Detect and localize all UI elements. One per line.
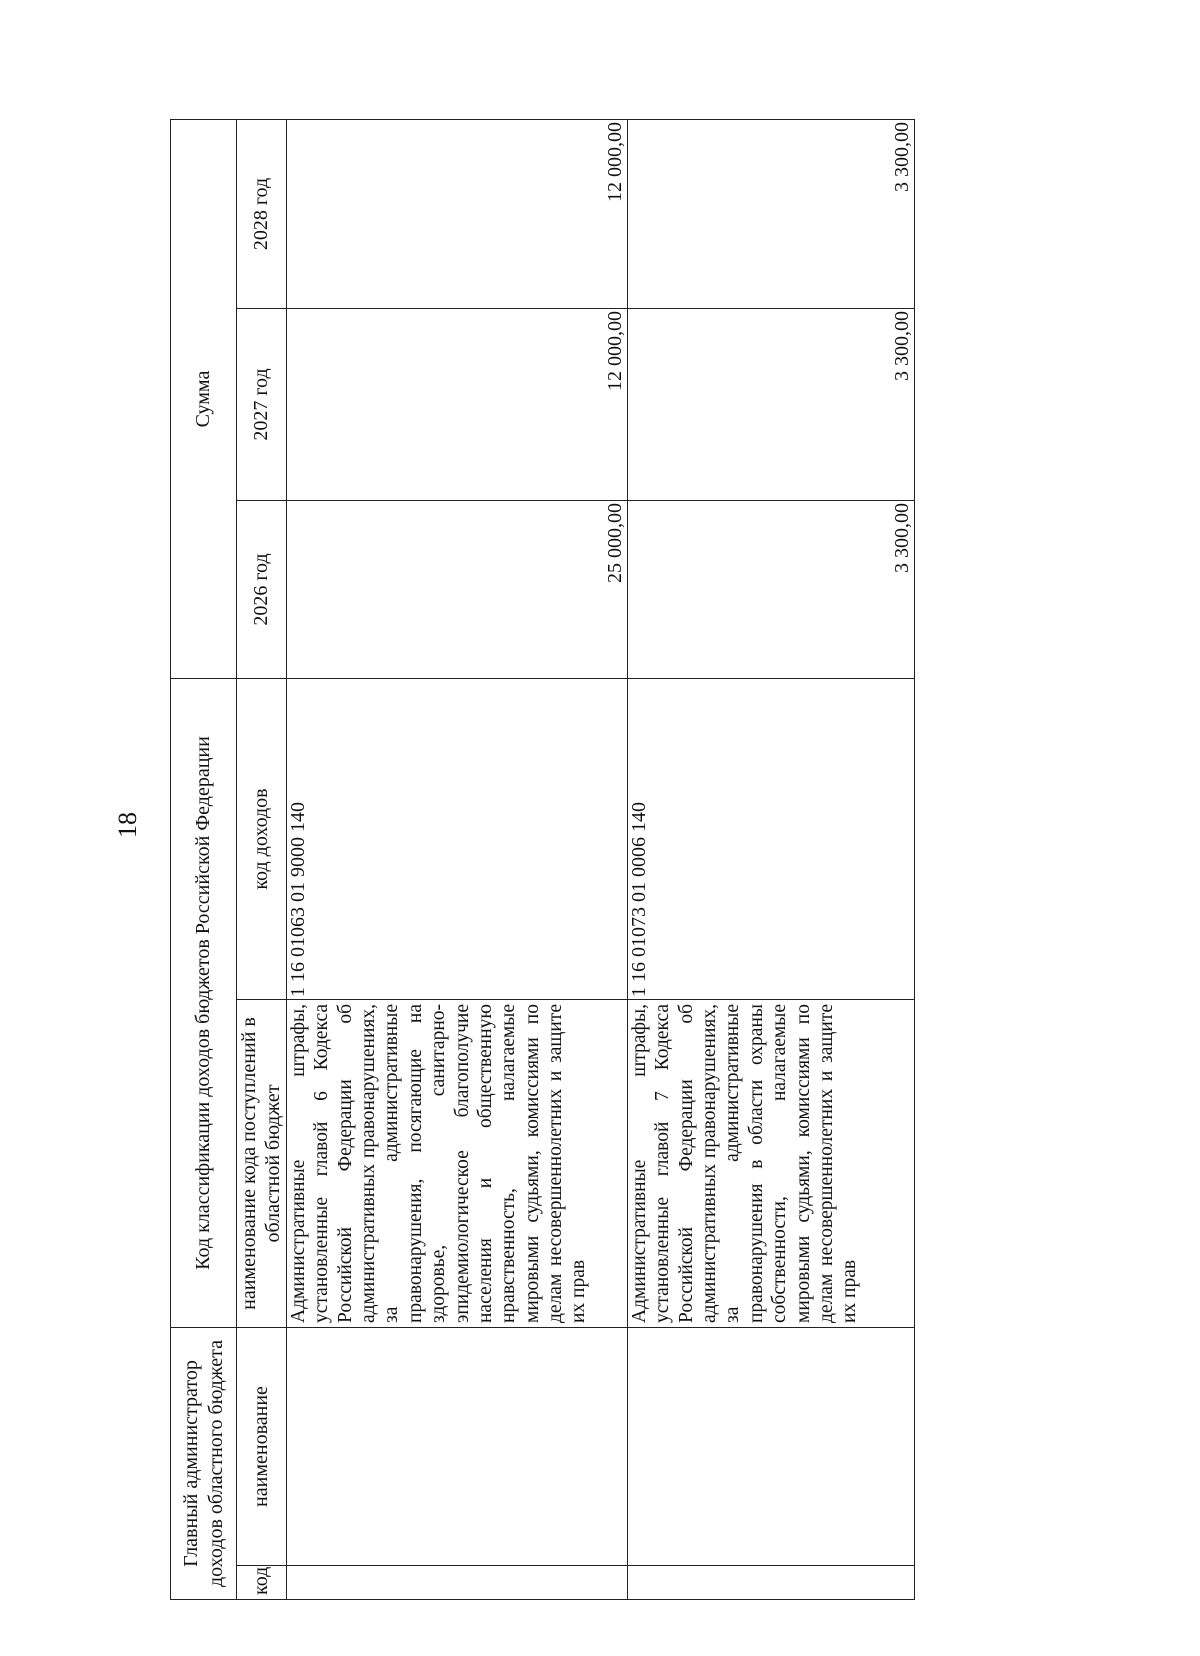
row-admin-name xyxy=(286,1328,627,1566)
page-number: 18 xyxy=(113,812,142,838)
table-row xyxy=(286,119,627,1599)
row-sum-2026: 25 000,00 xyxy=(286,501,627,679)
table-row xyxy=(627,119,914,1599)
row-sum-2027: 3 300,00 xyxy=(627,309,914,501)
row-sum-2026: 3 300,00 xyxy=(627,501,914,679)
header-admin-code: код xyxy=(237,1566,287,1600)
header-classif-code: код доходов xyxy=(237,679,287,1000)
row-admin-code xyxy=(627,1566,914,1600)
header-year-2027: 2027 год xyxy=(237,309,287,501)
header-main-administrator: Главный администратор доходов областного бюджета xyxy=(171,1328,237,1600)
rotated-table-container xyxy=(170,120,980,1600)
header-year-2028: 2028 год xyxy=(237,119,287,308)
row-sum-2028: 3 300,00 xyxy=(627,119,914,308)
row-description: Административные штрафы, установленные главой 6 Кодекса Российской Федерации об административных правонарушениях, за административные правонарушения, посягающие на здоровье, санитарно-эпидемиологическое благополучие населения и общественную нравственность, налагаемые мировыми судьями, комиссиями по делам несовершеннолетних и защите их прав xyxy=(286,1000,627,1328)
row-revenue-code: 1 16 01063 01 9000 140 xyxy=(286,679,627,1000)
header-sum: Сумма xyxy=(171,119,237,678)
header-classification: Код классификации доходов бюджетов Российской Федерации xyxy=(171,679,237,1328)
header-admin-name: наименование xyxy=(237,1328,287,1566)
header-year-2026: 2026 год xyxy=(237,501,287,679)
row-sum-2028: 12 000,00 xyxy=(286,119,627,308)
row-sum-2027: 12 000,00 xyxy=(286,309,627,501)
row-description: Административные штрафы, установленные главой 7 Кодекса Российской Федерации об административных правонарушениях, за административные правонарушения в области охраны собственности, налагаемые мировыми судьями, комиссиями по делам несовершеннолетних и защите их прав xyxy=(627,1000,914,1328)
revenue-table xyxy=(170,119,915,1600)
row-admin-name xyxy=(627,1328,914,1566)
header-classif-name: наименование кода поступлений в областной бюджет xyxy=(237,1000,287,1328)
row-admin-code xyxy=(286,1566,627,1600)
row-revenue-code: 1 16 01073 01 0006 140 xyxy=(627,679,914,1000)
